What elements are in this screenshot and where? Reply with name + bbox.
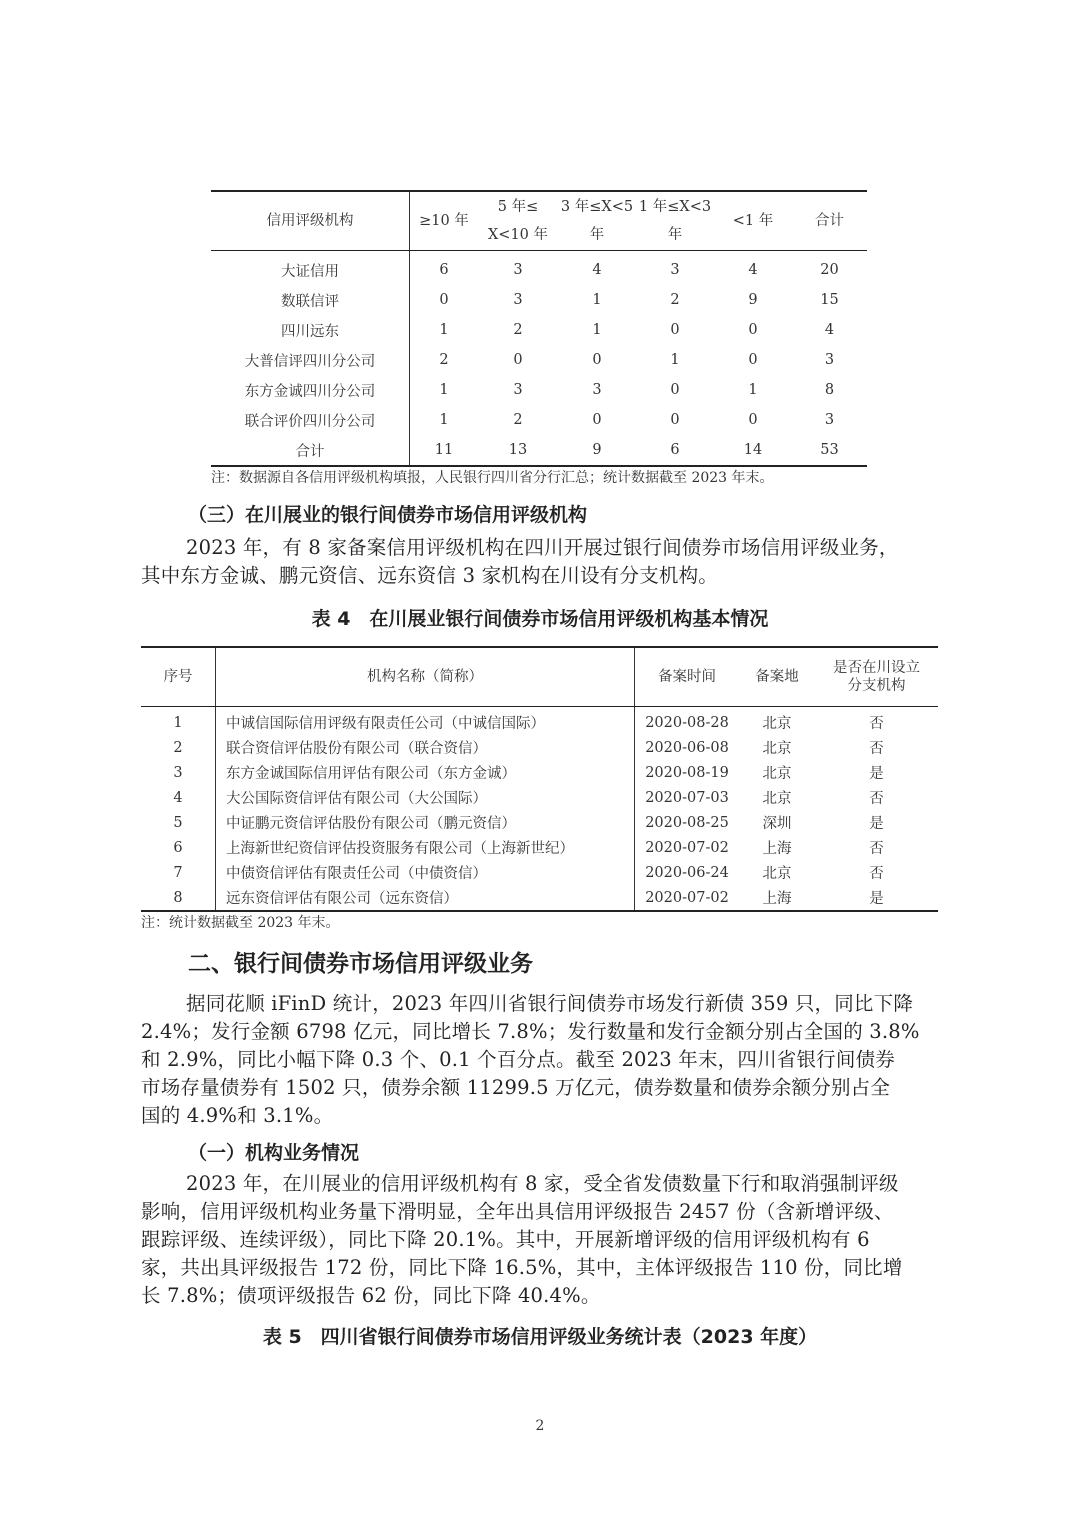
header-filing-date: 备案时间	[635, 647, 740, 707]
header-ge10: ≥10 年	[410, 191, 479, 251]
count-cell: 4	[748, 262, 758, 278]
header-agency-name: 机构名称（简称）	[216, 647, 635, 707]
count-cell: 3	[824, 352, 835, 368]
agency-name-cell: 东方金诚国际信用评估有限公司（东方金诚）	[216, 760, 635, 785]
count-cell: 1	[439, 412, 449, 428]
count-cell: 13	[478, 435, 558, 466]
filing-place-cell: 上海	[762, 841, 792, 857]
header-filing-place: 备案地	[739, 647, 815, 707]
count-cell: 3	[824, 412, 835, 428]
agency-name-cell: 大证信用	[211, 251, 410, 286]
section-two-line1: 据同花顺 iFinD 统计，2023 年四川省银行间债券市场发行新债 359 只，同比下降	[186, 992, 914, 1015]
branch-cell: 是	[869, 766, 884, 782]
index-cell: 4	[141, 785, 216, 810]
index-cell: 7	[141, 860, 216, 885]
filing-date-cell: 2020-08-28	[645, 714, 729, 731]
table-row	[141, 735, 938, 760]
section-two-line2: 2.4%；发行金额 6798 亿元，同比增长 7.8%；发行数量和发行金额分别占全国的 3.8%	[141, 1020, 920, 1043]
table2-note: 注：统计数据截至 2023 年末。	[141, 915, 340, 931]
count-cell: 11	[410, 435, 479, 466]
count-cell: 4	[824, 322, 835, 338]
table-row	[211, 375, 867, 405]
table-row	[211, 345, 867, 375]
filing-date-cell: 2020-07-02	[635, 885, 740, 911]
agency-name-cell: 东方金诚四川分公司	[211, 375, 410, 405]
table-header-row	[211, 191, 867, 251]
filing-date-cell: 2020-08-25	[645, 814, 729, 831]
count-cell: 6	[636, 435, 714, 466]
count-cell: 2	[513, 412, 523, 428]
count-cell: 0	[748, 352, 758, 368]
count-cell: 9	[558, 435, 636, 466]
table-row	[141, 885, 938, 911]
agency-name-cell: 远东资信评估有限公司（远东资信）	[216, 885, 635, 911]
count-cell: 0	[592, 412, 602, 428]
agency-name-cell: 中证鹏元资信评估股份有限公司（鹏元资信）	[216, 810, 635, 835]
count-cell: 1	[592, 322, 602, 338]
table-row	[141, 760, 938, 785]
count-cell: 9	[748, 292, 758, 308]
header-agency: 信用评级机构	[211, 191, 410, 251]
branch-cell: 否	[869, 716, 884, 732]
header-lt1: <1 年	[714, 191, 792, 251]
section-one-line2: 影响，信用评级机构业务量下滑明显，全年出具信用评级报告 2457 份（含新增评级、	[141, 1200, 894, 1223]
header-3-5: 3 年≤X<5 年	[558, 191, 636, 251]
count-cell: 3	[592, 382, 602, 398]
index-cell: 2	[141, 735, 216, 760]
filing-place-cell: 北京	[762, 766, 792, 782]
table-row	[141, 810, 938, 835]
agency-name-cell: 合计	[211, 435, 410, 466]
header-branch: 是否在川设立 分支机构	[815, 647, 938, 707]
table-row	[141, 835, 938, 860]
table-row	[211, 251, 867, 286]
table-row	[141, 860, 938, 885]
index-cell: 6	[141, 835, 216, 860]
agency-name-cell: 大普信评四川分公司	[211, 345, 410, 375]
count-cell: 1	[439, 322, 449, 338]
section-one-line1: 2023 年，在川展业的信用评级机构有 8 家，受全省发债数量下行和取消强制评级	[186, 1172, 899, 1195]
count-cell: 0	[748, 322, 758, 338]
filing-place-cell: 北京	[762, 791, 792, 807]
table-row	[211, 435, 867, 466]
rating-agency-basic-info-table	[141, 646, 938, 912]
count-cell: 4	[592, 262, 602, 278]
section-two-line3: 和 2.9%，同比小幅下降 0.3 个、0.1 个百分点。截至 2023 年末，四川省银行间债券	[141, 1048, 895, 1071]
branch-cell: 否	[869, 866, 884, 882]
header-1-3: 1 年≤X<3 年	[636, 191, 714, 251]
section-two-line4: 市场存量债券有 1502 只，债券余额 11299.5 万亿元，债券数量和债券余额分别占全	[141, 1076, 891, 1099]
count-cell: 1	[592, 292, 602, 308]
section-two-line5: 国的 4.9%和 3.1%。	[141, 1104, 334, 1127]
section-one-heading: （一）机构业务情况	[188, 1142, 360, 1164]
header-index: 序号	[141, 647, 216, 707]
count-cell: 2	[513, 322, 523, 338]
section-3-heading: （三）在川展业的银行间债券市场信用评级机构	[188, 504, 588, 526]
filing-date-cell: 2020-06-08	[645, 739, 729, 756]
section-two-heading: 二、银行间债券市场信用评级业务	[188, 951, 533, 977]
count-cell: 8	[824, 382, 835, 398]
count-cell: 3	[670, 262, 680, 278]
table5-caption: 表 5 四川省银行间债券市场信用评级业务统计表（2023 年度）	[262, 1326, 818, 1348]
count-cell: 53	[792, 435, 867, 466]
section-one-line4: 家，共出具评级报告 172 份，同比下降 16.5%，其中，主体评级报告 110 份，同比增	[141, 1256, 903, 1279]
rating-agency-bond-term-table	[211, 190, 867, 467]
count-cell: 0	[670, 382, 680, 398]
agency-name-cell: 中债资信评估有限责任公司（中债资信）	[216, 860, 635, 885]
agency-name-cell: 上海新世纪资信评估投资服务有限公司（上海新世纪）	[216, 835, 635, 860]
table-row	[211, 405, 867, 435]
count-cell: 0	[670, 322, 680, 338]
count-cell: 2	[670, 292, 680, 308]
table-row	[211, 315, 867, 345]
count-cell: 0	[592, 352, 602, 368]
page-number: 2	[535, 1418, 545, 1434]
count-cell: 2	[439, 352, 449, 368]
count-cell: 0	[513, 352, 523, 368]
filing-place-cell: 深圳	[762, 816, 792, 832]
table-row	[141, 707, 938, 736]
table4-caption: 表 4 在川展业银行间债券市场信用评级机构基本情况	[311, 608, 769, 630]
filing-place-cell: 上海	[739, 885, 815, 911]
agency-name-cell: 联合评价四川分公司	[211, 405, 410, 435]
header-5-10: 5 年≤ X<10 年	[478, 191, 558, 251]
branch-cell: 否	[869, 741, 884, 757]
filing-place-cell: 北京	[762, 741, 792, 757]
agency-name-cell: 中诚信国际信用评级有限责任公司（中诚信国际）	[216, 707, 635, 736]
filing-date-cell: 2020-07-03	[645, 789, 729, 806]
branch-cell: 是	[815, 885, 938, 911]
agency-name-cell: 联合资信评估股份有限公司（联合资信）	[216, 735, 635, 760]
agency-name-cell: 四川远东	[211, 315, 410, 345]
section-one-line5: 长 7.8%；债项评级报告 62 份，同比下降 40.4%。	[141, 1284, 601, 1307]
filing-place-cell: 北京	[762, 716, 792, 732]
count-cell: 3	[513, 382, 523, 398]
count-cell: 1	[439, 382, 449, 398]
count-cell: 0	[748, 412, 758, 428]
branch-cell: 是	[869, 816, 884, 832]
filing-date-cell: 2020-07-02	[645, 839, 729, 856]
count-cell: 0	[670, 412, 680, 428]
table-row	[211, 285, 867, 315]
table1-note: 注：数据源自各信用评级机构填报，人民银行四川省分行汇总；统计数据截至 2023 年末。	[211, 470, 774, 486]
count-cell: 15	[820, 292, 839, 308]
count-cell: 6	[439, 262, 449, 278]
count-cell: 1	[748, 382, 758, 398]
index-cell: 8	[141, 885, 216, 911]
filing-date-cell: 2020-06-24	[645, 864, 729, 881]
agency-name-cell: 数联信评	[211, 285, 410, 315]
section-one-line3: 跟踪评级、连续评级），同比下降 20.1%。其中，开展新增评级的信用评级机构有 6	[141, 1228, 870, 1251]
table-row	[141, 785, 938, 810]
count-cell: 3	[513, 292, 523, 308]
filing-date-cell: 2020-08-19	[645, 764, 729, 781]
count-cell: 0	[439, 292, 449, 308]
count-cell: 20	[820, 262, 839, 278]
index-cell: 1	[141, 707, 216, 736]
count-cell: 3	[513, 262, 523, 278]
agency-name-cell: 大公国际资信评估有限公司（大公国际）	[216, 785, 635, 810]
index-cell: 5	[141, 810, 216, 835]
count-cell: 14	[714, 435, 792, 466]
count-cell: 1	[670, 352, 680, 368]
section-3-para-line2: 其中东方金诚、鹏元资信、远东资信 3 家机构在川设有分支机构。	[141, 564, 719, 587]
index-cell: 3	[141, 760, 216, 785]
branch-cell: 否	[869, 841, 884, 857]
section-3-para-line1: 2023 年，有 8 家备案信用评级机构在四川开展过银行间债券市场信用评级业务，	[186, 536, 899, 559]
header-total: 合计	[792, 191, 867, 251]
filing-place-cell: 北京	[762, 866, 792, 882]
branch-cell: 否	[869, 791, 884, 807]
table-header-row	[141, 647, 938, 707]
